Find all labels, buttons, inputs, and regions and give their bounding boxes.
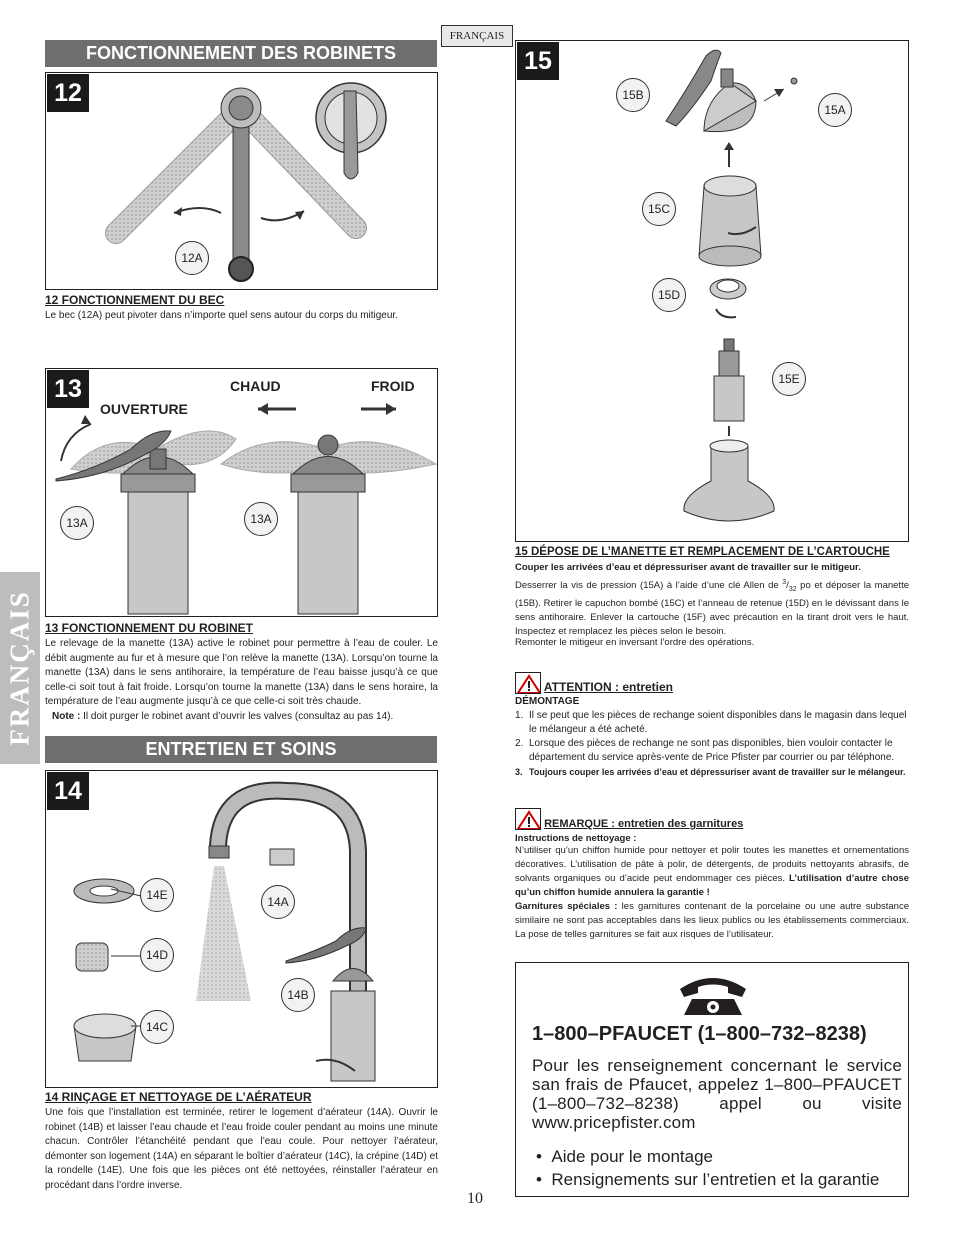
label-hot: CHAUD bbox=[230, 378, 281, 394]
item-text: Toujours couper les arrivées d’eau et dépressuriser avant de travailler sur le mélangeur. bbox=[529, 767, 906, 777]
callout-14d: 14D bbox=[140, 938, 174, 972]
callout-14e: 14E bbox=[140, 878, 174, 912]
remark-subtitle: Instructions de nettoyage : bbox=[515, 833, 637, 844]
step-15-heading: 15 DÉPOSE DE L’MANETTE ET REMPLACEMENT DE L’CARTOUCHE bbox=[515, 546, 890, 558]
side-tab-label: FRANÇAIS bbox=[4, 590, 35, 746]
step-13-figure bbox=[45, 368, 438, 617]
contact-box bbox=[515, 962, 909, 1197]
spout-illustration bbox=[46, 73, 438, 290]
step-number: 15 bbox=[517, 42, 559, 80]
step-15-text-2: po et déposer la manette (15B). Retirer le capuchon bombé (15C) et l’anneau de retenue (15D) en le dévissant dans le sens antihoraire. Enlever la cartouche (15F) avec précaution en la tirant droit vers le haut. Inspectez et remplacez les pièces selon le besoin. bbox=[515, 580, 909, 638]
step-13-heading: 13 FONCTIONNEMENT DU ROBINET bbox=[45, 621, 254, 635]
remark-block bbox=[515, 808, 909, 942]
callout-15d: 15D bbox=[652, 278, 686, 312]
allen-denominator: 32 bbox=[788, 586, 797, 594]
note-label: Note : bbox=[52, 711, 81, 722]
bullet-text: Rensignements sur l’entretien et la garantie bbox=[551, 1170, 880, 1189]
attention-block bbox=[515, 672, 909, 779]
step-number: 13 bbox=[47, 370, 89, 408]
item-number: 3. bbox=[515, 767, 523, 777]
step-14-text: Une fois que l’installation est terminée, retirer le logement d’aérateur (14A). Ouvrir le robinet (14B) et laisser l’eau chaude et l’eau froide couler pendant au moins une minute chacun. Contrôler l’étanchéité pendant que l’eau coule. Pour nettoyer l’aérateur, démonter son logement (14A) en séparant le boîtier d’aérateur (14C), la crépine (14D) et la rondelle (14E). Une fois que les pièces ont été nettoyées, réinstaller l’aérateur en procédant dans l’ordre inverse. bbox=[45, 1107, 438, 1191]
warning-icon bbox=[515, 808, 541, 830]
contact-text: Pour les renseignement concernant le service san frais de Pfaucet, appelez 1–800–PFAUCET (1–800–732–8238) appel ou visite www.pricepfister.com bbox=[532, 1056, 902, 1132]
item-number: 2. bbox=[515, 738, 524, 749]
step-15-figure bbox=[515, 40, 909, 542]
callout-13a-right: 13A bbox=[244, 502, 278, 536]
step-15-text-1: Desserrer la vis de pression (15A) à l’aide d’une clé Allen de bbox=[515, 580, 783, 592]
special-label: Garnitures spéciales : bbox=[515, 901, 618, 912]
remark-title: REMARQUE : entretien des garnitures bbox=[544, 818, 744, 830]
step-13-text: Le relevage de la manette (13A) active le robinet pour permettre à l’eau de couler. Le débit augmente au fur et à mesure que l’on relève la manette (13A). Lorsqu’on tourne la manette (13A) dans le sens antihoraire, la température de l’eau baisse jusqu’à ce que celle-ci soit tout à fait froide. Lorsqu’on tourne la manette (13A) dans le sens horaire, la température de l’eau augmente jusqu’à ce que celle-ci soit très chaude. bbox=[45, 638, 438, 708]
language-tag: FRANÇAIS bbox=[441, 25, 513, 47]
allen-numerator: 3 bbox=[782, 579, 787, 586]
section-banner-operation: FONCTIONNEMENT DES ROBINETS bbox=[45, 40, 437, 67]
remark-heading bbox=[515, 808, 909, 830]
warning-icon bbox=[515, 672, 541, 694]
callout-13a-left: 13A bbox=[60, 506, 94, 540]
step-15-text-3: Remonter le mitigeur en inversant l’ordre des opérations. bbox=[515, 637, 755, 648]
step-14-heading: 14 RINÇAGE ET NETTOYAGE DE L’AÉRATEUR bbox=[45, 1090, 312, 1104]
item-text: Lorsque des pièces de rechange ne sont pas disponibles, bien vouloir contacter le département du service après-vente de Price Pfister par courrier ou par téléphone. bbox=[529, 738, 895, 763]
item-text: Il se peut que les pièces de rechange soient disponibles dans le magasin dans lequel le mélangeur a été acheté. bbox=[529, 710, 907, 735]
side-language-tab bbox=[0, 572, 40, 764]
callout-15b: 15B bbox=[616, 78, 650, 112]
step-15-text: Desserrer la vis de pression (15A) à l’aide d’une clé Allen de $^3/_{32}$ po et déposer la manette (15B). Retirer le capuchon bombé (15C) et l’anneau de retenue (15D) en le dévissant dans le sens antihoraire. Enlever la cartouche (15F) avec précaution en la tirant droit vers le haut. Inspectez et remplacez les pièces selon le besoin. bbox=[515, 579, 909, 638]
remark-text bbox=[515, 844, 909, 900]
callout-15e: 15E bbox=[772, 362, 806, 396]
callout-14b: 14B bbox=[281, 978, 315, 1012]
step-13-note bbox=[52, 710, 438, 725]
label-open: OUVERTURE bbox=[100, 401, 188, 417]
step-12-heading: 12 FONCTIONNEMENT DU BEC bbox=[45, 293, 225, 307]
attention-item bbox=[515, 709, 909, 737]
item-number: 1. bbox=[515, 710, 524, 721]
contact-bullet: • Aide pour le montage bbox=[536, 1147, 714, 1166]
callout-14a: 14A bbox=[261, 885, 295, 919]
handle-operation-illustration bbox=[46, 369, 438, 617]
attention-subtitle: DÉMONTAGE bbox=[515, 696, 580, 707]
attention-item bbox=[515, 765, 909, 779]
note-text: Il doit purger le robinet avant d’ouvrir les valves (consultaz au pas 14). bbox=[80, 711, 394, 722]
section-banner-maintenance: ENTRETIEN ET SOINS bbox=[45, 736, 437, 763]
callout-12a: 12A bbox=[175, 241, 209, 275]
remark-text-1: N’utiliser qu’un chiffon humide pour nettoyer et polir toutes les manettes et ornementations décoratives. L’utilisation de pâte à polir, de détergents, de produits nettoyants abrasifs, de solvants organiques ou d’acide peut endommager ces pièces. bbox=[515, 845, 909, 884]
step-12-text: Le bec (12A) peut pivoter dans n’importe quel sens autour du corps du mitigeur. bbox=[45, 310, 398, 321]
bullet-text: Aide pour le montage bbox=[551, 1147, 714, 1166]
step-15-warning: Couper les arrivées d’eau et dépressuriser avant de travailler sur le mitigeur. bbox=[515, 562, 861, 573]
special-text: les garnitures contenant de la porcelaine ou une autre substance similaire ne sont pas acceptables dans les lieux publics ou les établissements commerciaux. La pose de telles garnitures se fait aux risques de l’utilisateur. bbox=[515, 901, 909, 940]
step-12-figure bbox=[45, 72, 438, 290]
callout-15c: 15C bbox=[642, 192, 676, 226]
remark-text-bold: L’utilisation d’autre chose qu’un chiffon humide annulera la garantie ! bbox=[515, 873, 909, 898]
callout-14c: 14C bbox=[140, 1010, 174, 1044]
step-14-figure bbox=[45, 770, 438, 1088]
page-number: 10 bbox=[467, 1190, 483, 1207]
contact-bullet: • Rensignements sur l’entretien et la garantie bbox=[536, 1170, 880, 1189]
callout-15a: 15A bbox=[818, 93, 852, 127]
attention-item bbox=[515, 737, 909, 765]
step-number: 12 bbox=[47, 74, 89, 112]
label-cold: FROID bbox=[371, 378, 415, 394]
aerator-illustration bbox=[46, 771, 438, 1088]
attention-title: ATTENTION : entretien bbox=[543, 680, 674, 694]
step-number: 14 bbox=[47, 772, 89, 810]
remark-special bbox=[515, 900, 909, 942]
phone-number: 1–800–PFAUCET (1–800–732–8238) bbox=[532, 1023, 867, 1045]
telephone-icon bbox=[676, 971, 750, 1019]
attention-heading bbox=[515, 672, 909, 694]
